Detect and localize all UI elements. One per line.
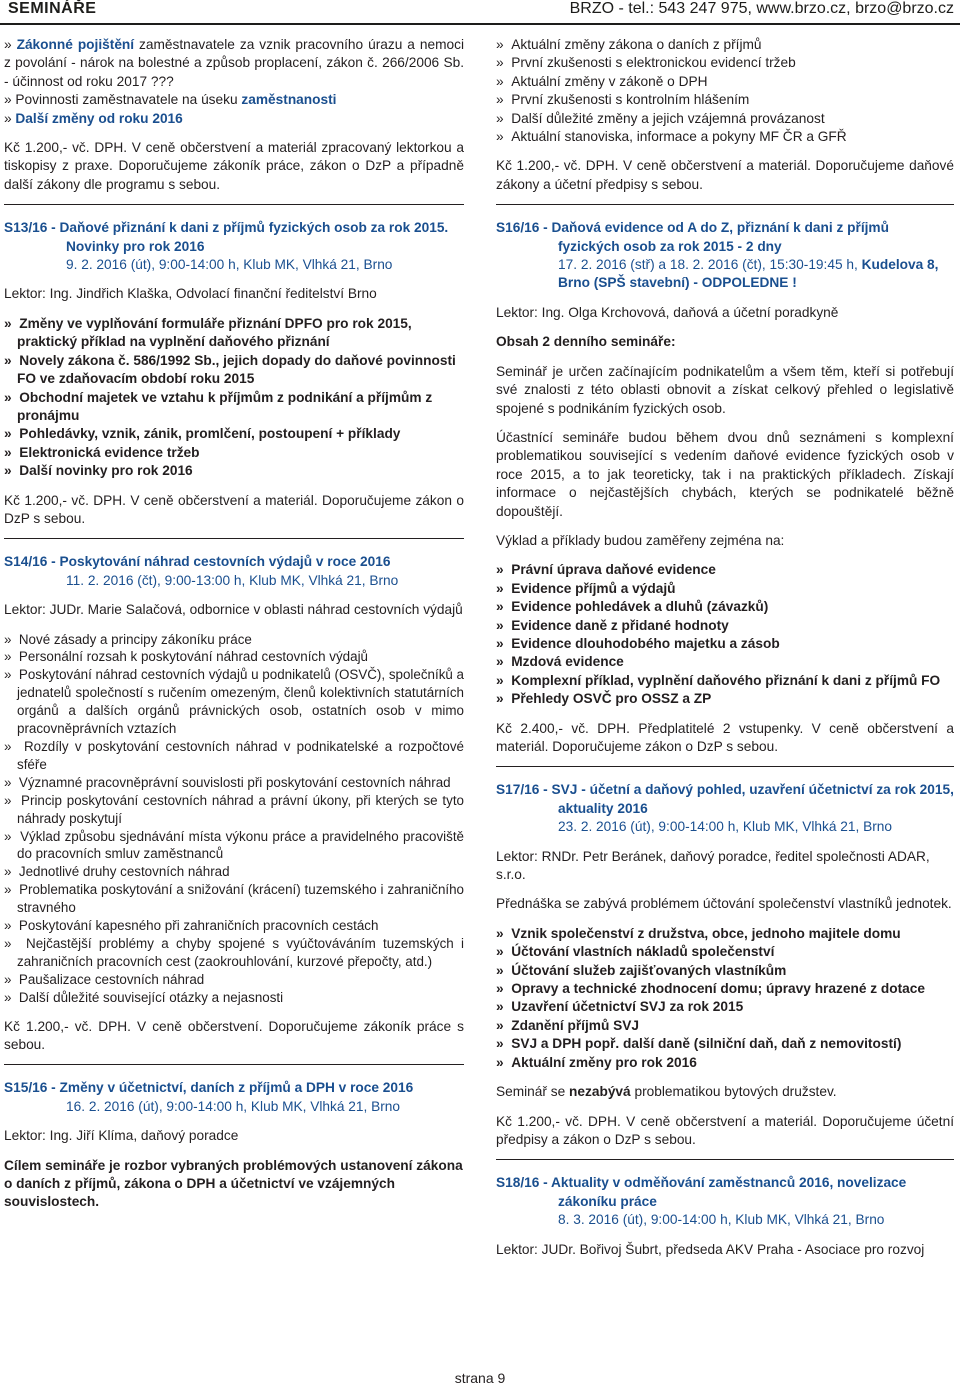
topic-list <box>496 925 954 1072</box>
list-item: » Aktuální změny zákona o daních z příjmů <box>496 36 954 54</box>
list-item: » Evidence dlouhodobého majetku a zásob <box>496 635 954 653</box>
page-number: strana 9 <box>454 1370 506 1386</box>
list-item: » Princip poskytování cestovních náhrad a právní úkony, při kterých se tyto náhrady poskytují <box>4 792 464 828</box>
list-item: » Evidence daně z přidané hodnoty <box>496 617 954 635</box>
page-header <box>0 0 960 22</box>
seminar-date: 17. 2. 2016 (stř) a 18. 2. 2016 (čt), 15:30-19:45 h, Kudelova 8, Brno (SPŠ stavební) - ODPOLEDNE ! <box>558 257 939 291</box>
lector: Lektor: JUDr. Bořivoj Šubrt, předseda AKV Praha - Asociace pro rozvoj <box>496 1241 925 1257</box>
price-info: Kč 1.200,- vč. DPH. V ceně občerstvení a materiál zpracovaný lektorkou a tiskopisy z praxe. Doporučujeme zákoník práce, zákon o DzP a případně další zákony dle programu s sebou. <box>4 140 464 192</box>
list-item: » Zdanění příjmů SVJ <box>496 1017 954 1035</box>
section-title: SEMINÁŘE <box>8 0 97 17</box>
right-column <box>496 36 954 1259</box>
list-item: » Další důležité související otázky a nejasnosti <box>4 989 464 1007</box>
section-divider <box>496 1159 954 1160</box>
lector: Lektor: RNDr. Petr Beránek, daňový poradce, ředitel společnosti ADAR, s.r.o. <box>496 848 930 883</box>
list-item: » Zákonné pojištění zaměstnavatele za vznik pracovního úrazu a nemoci z povolání - nárok na bolestné a způsob proplacení, zákon č. 266/2006 Sb. - účinnost od roku 2017 ??? <box>4 37 464 89</box>
list-item: » Aktuální změny pro rok 2016 <box>496 1054 954 1072</box>
list-item: » Právní úprava daňové evidence <box>496 561 954 579</box>
seminar-title[interactable]: S17/16 - SVJ - účetní a daňový pohled, uzavření účetnictví za rok 2015, aktuality 2016 <box>496 782 954 816</box>
list-item: » Výklad způsobu sjednávání místa výkonu práce a pravidelného pracoviště do pracovních smluv zaměstnanců <box>4 828 464 864</box>
seminar-s13 <box>4 219 464 528</box>
section-divider <box>496 766 954 767</box>
price-info: Kč 1.200,- vč. DPH. V ceně občerstvení a materiál. Doporučujeme daňové zákony a účetní předpisy s sebou. <box>496 158 954 192</box>
topic-list <box>4 315 464 481</box>
seminar-date: 8. 3. 2016 (út), 9:00-14:00 h, Klub MK, Vlhká 21, Brno <box>558 1212 885 1228</box>
list-item: » První zkušenosti s kontrolním hlášením <box>496 91 954 109</box>
seminar-s17 <box>496 781 954 1149</box>
price-info: Kč 1.200,- vč. DPH. V ceně občerstvení. Doporučujeme zákoník práce s sebou. <box>4 1018 464 1052</box>
list-item: » Pohledávky, vznik, zánik, promlčení, postoupení + příklady <box>4 425 464 443</box>
list-item: » Nejčastější problémy a chyby spojené s vyúčtováváním tuzemských i zahraničních pracovních cest (zaokrouhlování, kurzové přepočty, atd.) <box>4 935 464 971</box>
list-item: » Opravy a technické zhodnocení domu; úpravy hrazené z dotace <box>496 980 954 998</box>
list-item: » Povinnosti zaměstnavatele na úseku zaměstnanosti <box>4 92 337 108</box>
list-item: » Poskytování náhrad cestovních výdajů u podnikatelů (OSVČ), společníků a jednatelů společností s ručením omezeným, členů kolektivních statutárních orgánů a dalších orgánů právnických osob, ostatních osob v mimo pracovněprávních vztazích <box>4 666 464 738</box>
list-item: » Evidence pohledávek a dluhů (závazků) <box>496 598 954 616</box>
content-heading: Obsah 2 denního semináře: <box>496 334 676 350</box>
list-item: » První zkušenosti s elektronickou evidencí tržeb <box>496 54 954 72</box>
lector: Lektor: Ing. Olga Krchovová, daňová a účetní poradkyně <box>496 304 839 320</box>
lector: Lektor: Ing. Jiří Klíma, daňový poradce <box>4 1128 239 1144</box>
seminar-date: 16. 2. 2016 (út), 9:00-14:00 h, Klub MK, Vlhká 21, Brno <box>66 1098 401 1114</box>
list-item: » Poskytování kapesného při zahraničních pracovních cestách <box>4 917 464 935</box>
paragraph: Účastnící semináře budou během dvou dnů seznámeni s komplexní problematikou související s vedením daňové evidence fyzických osob v roce 2015, a to jak teoreticky, tak i na praktických příkladech. Získají informace o nejčastějších chybách, kterých se podnikatelé běžně dopouštějí. <box>496 429 954 519</box>
header-divider <box>0 23 960 25</box>
list-item: » Komplexní příklad, vyplnění daňového přiznání k dani z příjmů FO <box>496 672 954 690</box>
list-item: » Přehledy OSVČ pro OSSZ a ZP <box>496 690 954 708</box>
topic-list <box>496 36 954 146</box>
topic-list <box>4 631 464 1007</box>
seminar-title[interactable]: S14/16 - Poskytování náhrad cestovních výdajů v roce 2016 <box>4 554 391 570</box>
price-info: Kč 1.200,- vč. DPH. V ceně občerstvení a materiál. Doporučujeme účetní předpisy a zákon o DzP s sebou. <box>496 1113 954 1147</box>
list-item: » SVJ a DPH popř. další daně (silniční daň, daň z nemovitostí) <box>496 1035 954 1053</box>
list-item: » Elektronická evidence tržeb <box>4 444 464 462</box>
lector: Lektor: Ing. Jindřich Klaška, Odvolací finanční ředitelství Brno <box>4 286 377 302</box>
list-item: » Aktuální změny v zákoně o DPH <box>496 73 954 91</box>
list-item: » Problematika poskytování a snižování (krácení) tuzemského i zahraničního stravného <box>4 881 464 917</box>
paragraph: Přednáška se zabývá problémem účtování společenství vlastníků jednotek. <box>496 896 952 912</box>
price-info: Kč 2.400,- vč. DPH. Předplatitelé 2 vstupenky. V ceně občerstvení a materiál. Doporučujeme zákon o DzP s sebou. <box>496 720 954 754</box>
section-divider <box>4 538 464 539</box>
list-item: » Mzdová evidence <box>496 653 954 671</box>
note: Seminář se nezabývá problematikou bytových družstev. <box>496 1084 837 1100</box>
list-item: » Účtování vlastních nákladů společenství <box>496 943 954 961</box>
list-item: » Změny ve vyplňování formuláře přiznání DPFO pro rok 2015, praktický příklad na vyplnění daňového přiznání <box>4 315 464 352</box>
seminar-goal: Cílem semináře je rozbor vybraných problémových ustanovení zákona o daních z příjmů, zákona o DPH a účetnictví ve vzájemných souvislostech. <box>4 1157 463 1210</box>
list-item: » Účtování služeb zajišťovaných vlastníkům <box>496 962 954 980</box>
contact-info: BRZO - tel.: 543 247 975, www.brzo.cz, brzo@brzo.cz <box>569 0 954 17</box>
seminar-title[interactable]: S18/16 - Aktuality v odměňování zaměstnanců 2016, novelizace zákoníku práce <box>496 1175 907 1209</box>
paragraph: Seminář je určen začínajícím podnikatelům a všem těm, kteří si potřebují své znalosti z této oblasti obnovit a získat celkový přehled o legislativě spojené s podnikáním fyzických osob. <box>496 363 954 416</box>
section-divider <box>4 1064 464 1065</box>
seminar-s18 <box>496 1174 954 1259</box>
paragraph: Výklad a příklady budou zaměřeny zejména na: <box>496 532 785 548</box>
list-item: » Další důležité změny a jejich vzájemná provázanost <box>496 110 954 128</box>
list-item: » Aktuální stanoviska, informace a pokyny MF ČR a GFŘ <box>496 128 954 146</box>
seminar-s16 <box>496 219 954 756</box>
topic-list <box>496 561 954 708</box>
list-item: » Rozdíly v poskytování cestovních náhrad v podnikatelské a rozpočtové sféře <box>4 738 464 774</box>
list-item: » Evidence příjmů a výdajů <box>496 580 954 598</box>
list-item: » Další změny od roku 2016 <box>4 110 183 126</box>
lector: Lektor: JUDr. Marie Salačová, odbornice v oblasti náhrad cestovních výdajů <box>4 602 463 618</box>
list-item: » Další novinky pro rok 2016 <box>4 462 464 480</box>
seminar-date: 11. 2. 2016 (čt), 9:00-13:00 h, Klub MK, Vlhká 21, Brno <box>66 572 399 588</box>
left-column <box>4 36 464 1212</box>
seminar-title[interactable]: S16/16 - Daňová evidence od A do Z, přiznání k dani z příjmů fyzických osob za rok 2015 - 2 dny <box>496 220 889 254</box>
list-item: » Novely zákona č. 586/1992 Sb., jejich dopady do daňové povinnosti FO ve zdaňovacím období roku 2015 <box>4 352 464 389</box>
seminar-title[interactable]: S13/16 - Daňové přiznání k dani z příjmů fyzických osob za rok 2015. Novinky pro rok 2016 <box>4 220 449 254</box>
list-item: » Nové zásady a principy zákoníku práce <box>4 631 464 649</box>
list-item: » Vznik společenství z družstva, obce, jednoho majitele domu <box>496 925 954 943</box>
list-item: » Paušalizace cestovních náhrad <box>4 971 464 989</box>
seminar-title[interactable]: S15/16 - Změny v účetnictví, daních z příjmů a DPH v roce 2016 <box>4 1080 414 1096</box>
list-item: » Uzavření účetnictví SVJ za rok 2015 <box>496 998 954 1016</box>
seminar-s14 <box>4 553 464 1054</box>
price-info: Kč 1.200,- vč. DPH. V ceně občerstvení a materiál. Doporučujeme zákon o DzP s sebou. <box>4 492 464 526</box>
list-item: » Jednotlivé druhy cestovních náhrad <box>4 863 464 881</box>
list-item: » Obchodní majetek ve vztahu k příjmům z podnikání a příjmům z pronájmu <box>4 389 464 426</box>
seminar-date: 9. 2. 2016 (út), 9:00-14:00 h, Klub MK, Vlhká 21, Brno <box>66 257 393 273</box>
section-divider <box>496 204 954 205</box>
list-item: » Personální rozsah k poskytování náhrad cestovních výdajů <box>4 648 464 666</box>
seminar-date: 23. 2. 2016 (út), 9:00-14:00 h, Klub MK, Vlhká 21, Brno <box>558 819 893 835</box>
section-divider <box>4 204 464 205</box>
seminar-s15 <box>4 1079 464 1211</box>
list-item: » Významné pracovněprávní souvislosti při poskytování cestovních náhrad <box>4 774 464 792</box>
